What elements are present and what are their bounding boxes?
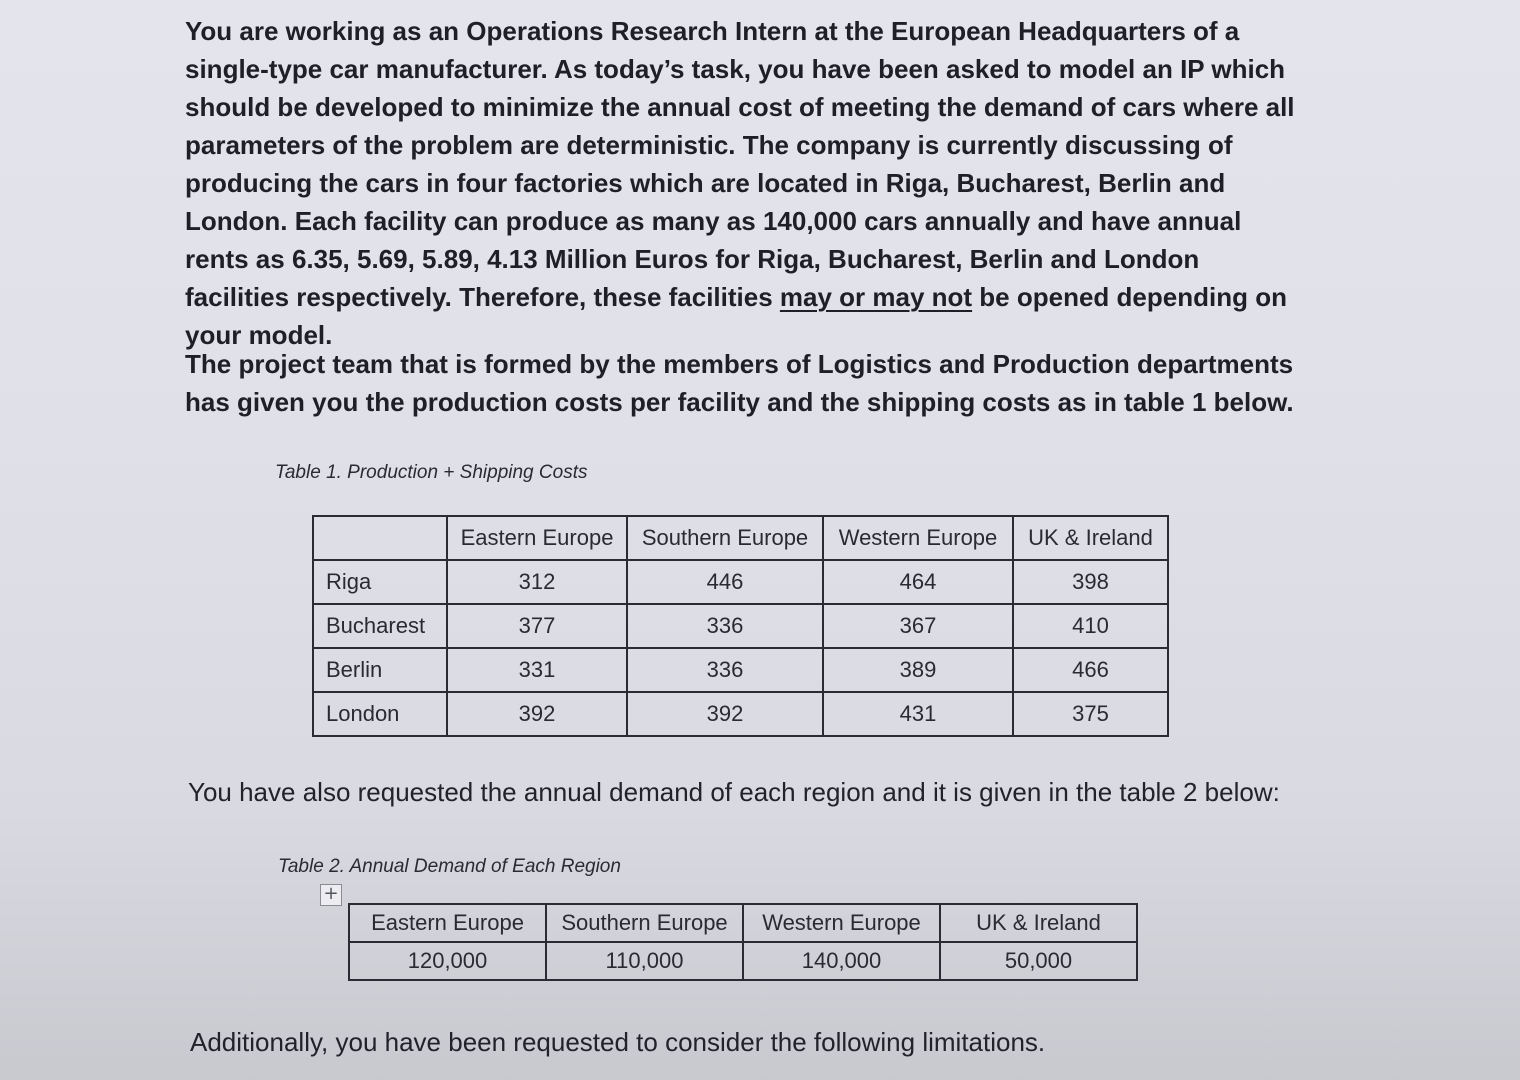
- demand-intro-paragraph: You have also requested the annual demand of each region and it is given in the table 2 below:: [188, 777, 1280, 807]
- intro-underlined-text: may or may not: [779, 282, 973, 312]
- table-row: [349, 942, 1137, 980]
- table-cell: 464: [823, 560, 1013, 604]
- demand-header-eastern-europe: Eastern Europe: [349, 904, 546, 942]
- table-cell: 398: [1013, 560, 1168, 604]
- table-cell: 50,000: [940, 942, 1137, 980]
- demand-header-southern-europe: Southern Europe: [546, 904, 743, 942]
- row-label-riga: Riga: [313, 560, 447, 604]
- table-cell: 336: [627, 648, 823, 692]
- header-eastern-europe: Eastern Europe: [447, 516, 627, 560]
- table-move-handle-icon[interactable]: +: [320, 884, 342, 906]
- intro-text-end: be opened depending on your model.: [185, 282, 1287, 350]
- table-cell: 392: [627, 692, 823, 736]
- header-western-europe: Western Europe: [823, 516, 1013, 560]
- row-label-london: London: [313, 692, 447, 736]
- table2-caption: Table 2. Annual Demand of Each Region: [278, 856, 621, 877]
- table-cell: 367: [823, 604, 1013, 648]
- table-cell: 120,000: [349, 942, 546, 980]
- table-cell: 446: [627, 560, 823, 604]
- table-cell: 377: [447, 604, 627, 648]
- limitations-paragraph: Additionally, you have been requested to consider the following limitations.: [190, 1027, 1046, 1057]
- intro-text: You are working as an Operations Research Intern at the European Headquarters of a single-type car manufacturer. As today’s task, you have been asked to model an IP which should be developed to minimize the annual cost of meeting the demand of cars where all parameters of the problem are deterministic. The company is currently discussing of producing the cars in four factories which are located in Riga, Bucharest, Berlin and London. Each facility can produce as many as 140,000 cars annually and have annual rents as 6.35, 5.69, 5.89, 4.13 Million Euros for Riga, Bucharest, Berlin and London facilities respectively. Therefore, these facilities: [185, 16, 1295, 312]
- table-header-row: [349, 904, 1137, 942]
- table-cell: 389: [823, 648, 1013, 692]
- demand-header-western-europe: Western Europe: [743, 904, 940, 942]
- intro-paragraph: [185, 12, 1295, 354]
- table-cell: 431: [823, 692, 1013, 736]
- table-row: [313, 648, 1168, 692]
- table-cell: 410: [1013, 604, 1168, 648]
- row-label-berlin: Berlin: [313, 648, 447, 692]
- table-header-row: [313, 516, 1168, 560]
- table1-caption: Table 1. Production + Shipping Costs: [275, 462, 588, 483]
- table-cell: 466: [1013, 648, 1168, 692]
- project-team-paragraph: The project team that is formed by the members of Logistics and Production departments has given you the production costs per facility and the shipping costs as in table 1 below.: [185, 349, 1294, 417]
- costs-table: [312, 515, 1169, 737]
- demand-table: [348, 903, 1138, 981]
- table-cell: 375: [1013, 692, 1168, 736]
- table-cell: 110,000: [546, 942, 743, 980]
- header-southern-europe: Southern Europe: [627, 516, 823, 560]
- row-label-bucharest: Bucharest: [313, 604, 447, 648]
- demand-header-uk-ireland: UK & Ireland: [940, 904, 1137, 942]
- table-row: [313, 604, 1168, 648]
- table-cell: 140,000: [743, 942, 940, 980]
- table-row: [313, 692, 1168, 736]
- table-corner-cell: [313, 516, 447, 560]
- table-cell: 331: [447, 648, 627, 692]
- table-cell: 336: [627, 604, 823, 648]
- table-cell: 312: [447, 560, 627, 604]
- table-row: [313, 560, 1168, 604]
- header-uk-ireland: UK & Ireland: [1013, 516, 1168, 560]
- table-cell: 392: [447, 692, 627, 736]
